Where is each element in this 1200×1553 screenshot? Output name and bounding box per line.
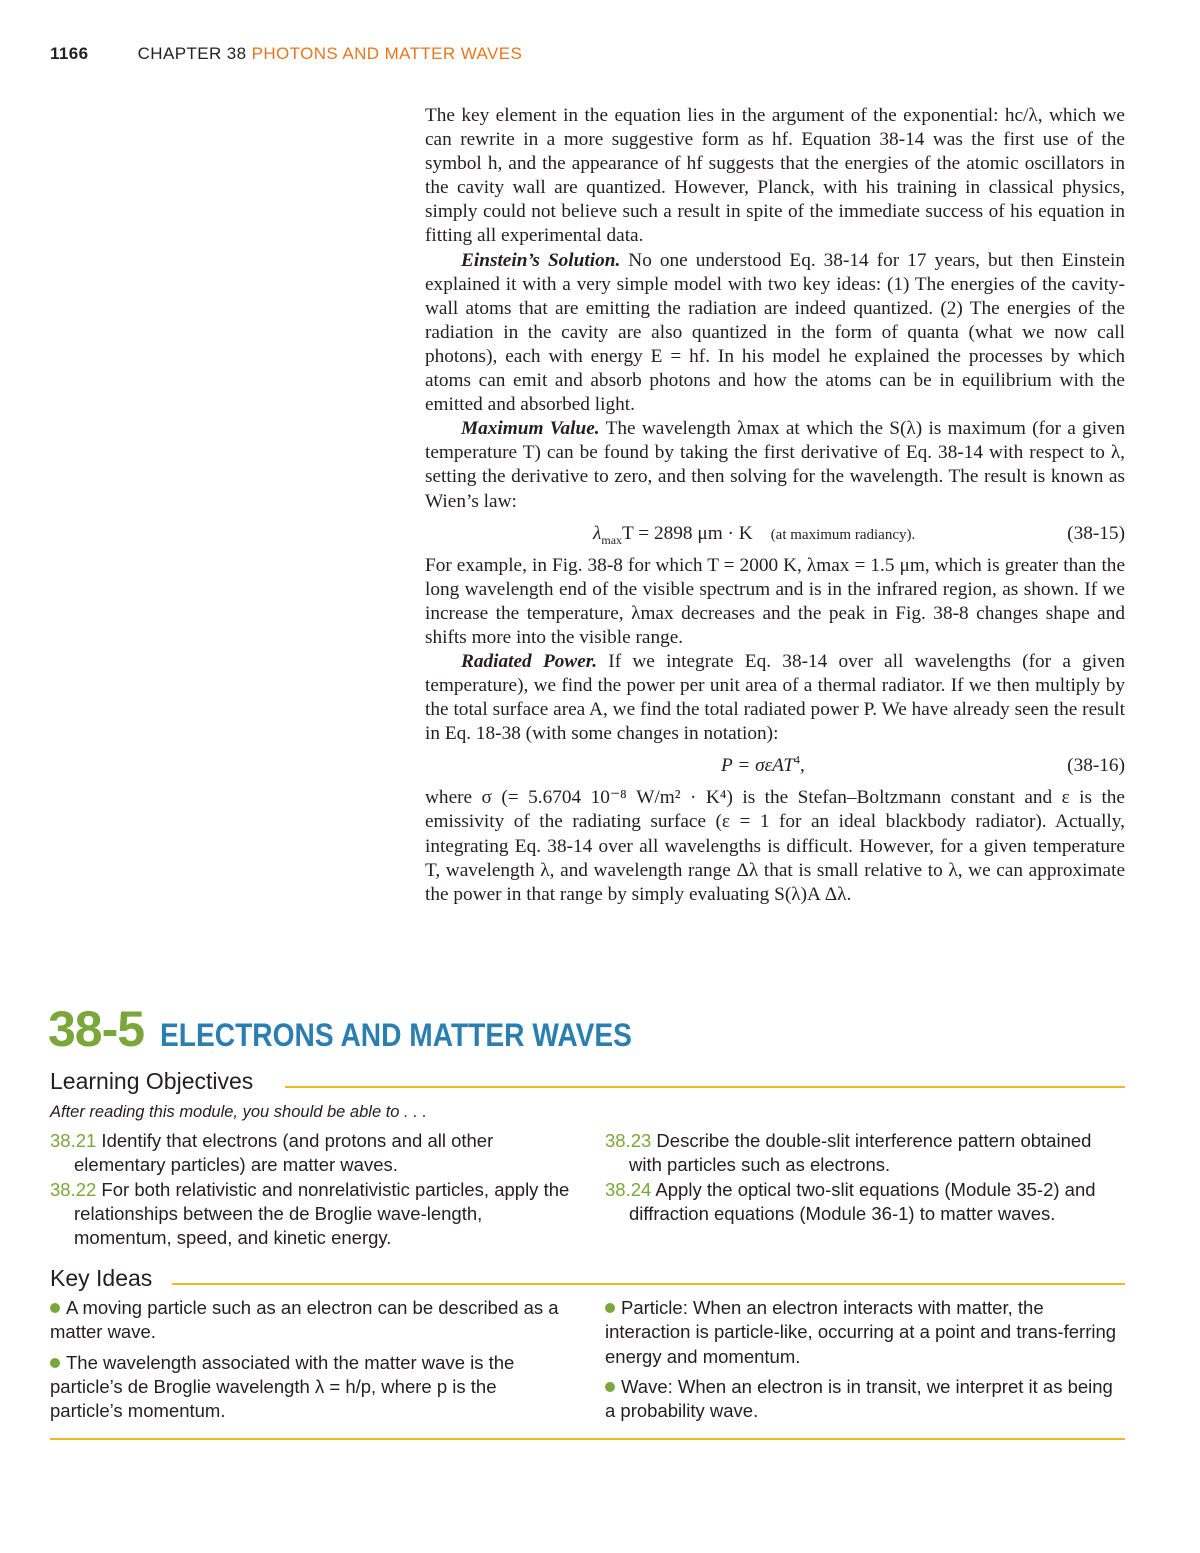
objective-item: 38.22 For both relativistic and nonrelativistic particles, apply the relationships between the de Broglie wave-length, momentum, speed, and kinetic energy. [50, 1178, 570, 1249]
page-number: 1166 [50, 44, 89, 63]
key-idea-item: Wave: When an electron is in transit, we interpret it as being a probability wave. [605, 1375, 1113, 1422]
equation-note: (at maximum radiancy). [770, 526, 916, 543]
objective-item: 38.24 Apply the optical two-slit equations (Module 35-2) and diffraction equations (Module 36-1) to matter waves. [605, 1178, 1096, 1224]
objectives-right-column [605, 1129, 1125, 1226]
paragraph: Radiated Power. If we integrate Eq. 38-14 over all wavelengths (for a given temperature), we find the power per unit area of a thermal radiator. If we then multiply by the total surface area A, we find the total radiated power P. We have already seen the result in Eq. 18-38 (with some changes in notation): [425, 650, 1125, 745]
equation-38-15: $\lambda_{max}T = 2898$ μm · K (at maximum radiancy). (38-15) [593, 522, 1125, 547]
paragraph: where σ (= 5.6704 10⁻⁸ W/m² · K⁴) is the Stefan–Boltzmann constant and ε is the emissivity of the radiating surface (ε = 1 for an ideal blackbody radiator). Actually, integrating Eq. 38-14 over all wavelengths is difficult. However, for a given temperature T, wavelength λ, and wavelength range Δλ that is small relative to λ, we can approximate the power in that range by simply evaluating S(λ)A Δλ. [425, 787, 1125, 905]
key-ideas-heading: Key Ideas [50, 1265, 153, 1291]
bullet-icon [605, 1303, 615, 1313]
run-in-heading: Radiated Power. [461, 650, 598, 672]
objectives-intro: After reading this module, you should be able to . . . [50, 1103, 427, 1121]
key-idea-item: The wavelength associated with the matter wave is the particle’s de Broglie wavelength λ = h/p, where p is the particle’s momentum. [50, 1351, 515, 1422]
bullet-icon [50, 1303, 60, 1313]
paragraph: For example, in Fig. 38-8 for which T = 2000 K, λmax = 1.5 μm, which is greater than the long wavelength end of the visible spectrum and is in the infrared region, as shown. If we increase the temperature, λmax decreases and the peak in Fig. 38-8 changes shape and shifts more into the visible range. [425, 554, 1125, 648]
paragraph: Einstein’s Solution. No one understood Eq. 38-14 for 17 years, but then Einstein explained it with a very simple model with two key ideas: (1) The energies of the cavity-wall atoms that are emitting the radiation are indeed quantized. (2) The energies of the radiation in the cavity are also quantized in the form of quanta (what we now call photons), each with energy E = hf. In his model he explained the processes by which atoms can emit and absorb photons and how the atoms can be in equilibrium with the emitted and absorbed light. [425, 249, 1125, 416]
bottom-rule [50, 1438, 1125, 1440]
equation-number: (38-16) [1067, 755, 1125, 777]
equation-number: (38-15) [1067, 522, 1125, 544]
module-heading [48, 1000, 696, 1058]
running-header [50, 44, 522, 64]
objectives-heading: Learning Objectives [50, 1068, 254, 1094]
run-in-heading: Einstein’s Solution. [461, 249, 621, 271]
module-title: ELECTRONS AND MATTER WAVES [160, 1017, 633, 1053]
body-text [425, 104, 1125, 907]
bullet-icon [605, 1382, 615, 1392]
paragraph: Maximum Value. The wavelength λmax at which the S(λ) is maximum (for a given temperature T) can be found by taking the first derivative of Eq. 38-14 with respect to λ, setting the derivative to zero, and then solving for the wavelength. The result is known as Wien’s law: [425, 418, 1125, 512]
key-ideas-rule [172, 1283, 1125, 1285]
paragraph: The key element in the equation lies in the argument of the exponential: hc/λ, which we can rewrite in a more suggestive form as hf. Equation 38-14 was the first use of the symbol h, and the appearance of hf suggests that the energies of the atomic oscillators in the cavity wall are quantized. However, Planck, with his training in classical physics, simply could not believe such a result in spite of the immediate success of his equation in fitting all experimental data. [425, 105, 1125, 247]
key-idea-item: Particle: When an electron interacts with matter, the interaction is particle-like, occurring at a point and trans-ferring energy and momentum. [605, 1297, 1117, 1367]
run-in-heading: Maximum Value. [461, 418, 600, 440]
objectives-rule [285, 1086, 1125, 1088]
key-idea-item: A moving particle such as an electron can be described as a matter wave. [50, 1297, 559, 1343]
objective-item: 38.21 Identify that electrons (and protons and all other elementary particles) are matter waves. [50, 1130, 494, 1176]
chapter-label: CHAPTER 38 [137, 44, 247, 63]
chapter-title: PHOTONS AND MATTER WAVES [251, 44, 523, 63]
module-number: 38-5 [48, 1001, 145, 1057]
key-ideas-right-column [605, 1296, 1125, 1423]
objectives-left-column [50, 1129, 570, 1250]
objective-item: 38.23 Describe the double-slit interference pattern obtained with particles such as electrons. [605, 1130, 1092, 1176]
equation-38-16: P = σεAT$^4$, (38-16) [425, 752, 1125, 782]
bullet-icon [50, 1358, 60, 1368]
key-ideas-left-column [50, 1296, 572, 1423]
